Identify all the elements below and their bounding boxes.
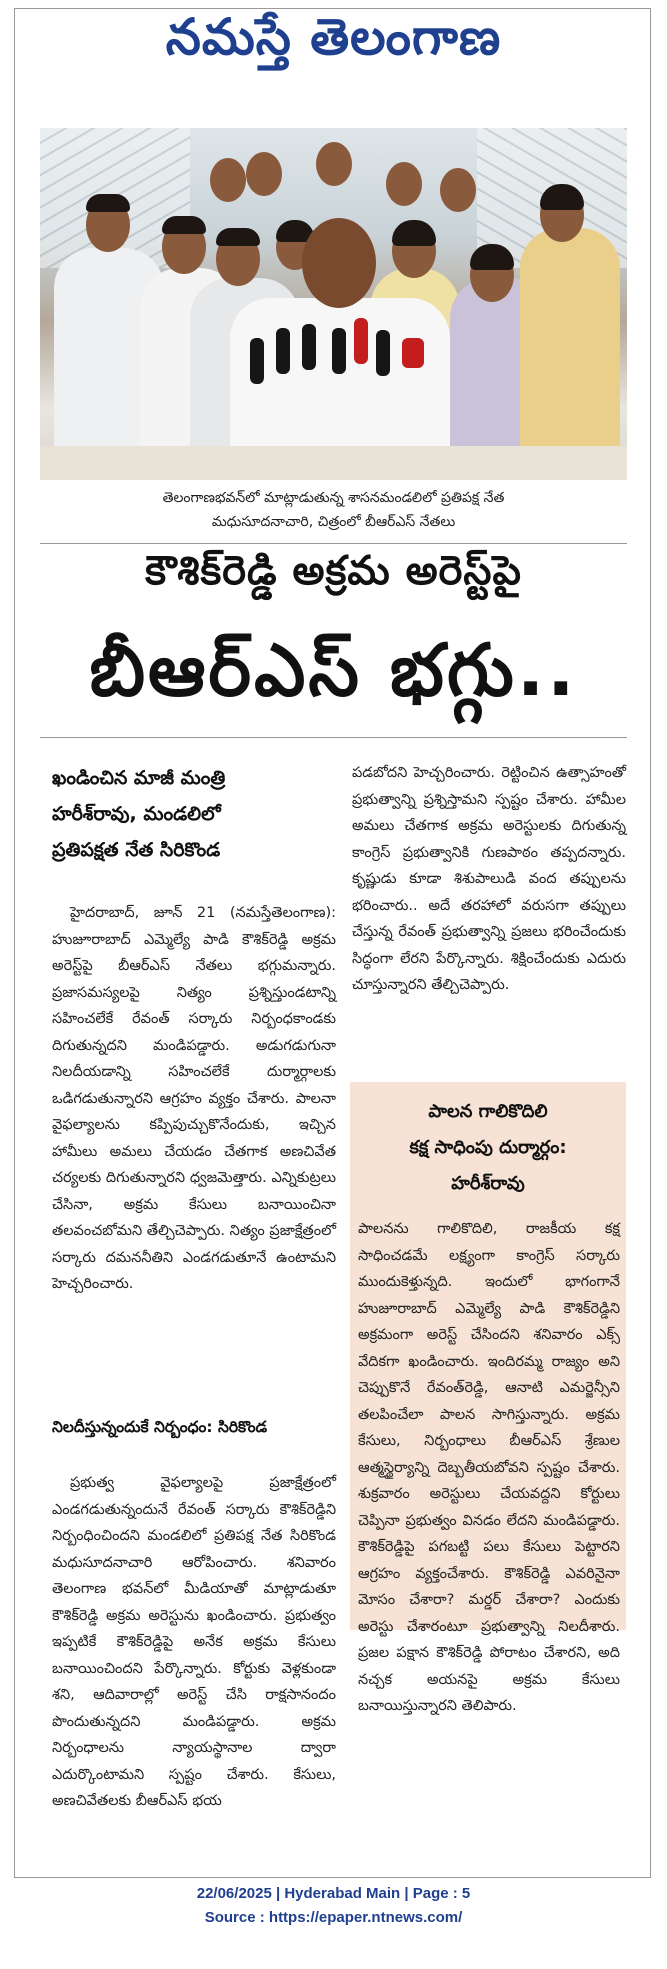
article-column-left-lower	[52, 1470, 336, 1815]
page-footer	[0, 1882, 667, 1930]
person-hair	[162, 216, 206, 234]
newspaper-masthead: నమస్తే తెలంగాణ	[165, 8, 502, 66]
person-hair	[86, 194, 130, 212]
microphone	[302, 324, 316, 370]
microphone	[332, 328, 346, 374]
person-head	[246, 152, 282, 196]
section-heading: నిలదీస్తున్నందుకే నిర్బంధం: సిరికొండ	[52, 1418, 268, 1436]
person-head	[316, 142, 352, 186]
press-conference-photo	[40, 128, 627, 480]
sidebar-box-title-line2: కక్ష సాధింపు దుర్మార్గం:	[409, 1137, 567, 1158]
sidebar-box-body: పాలనను గాలికొదిలి, రాజకీయ కక్ష సాధించడమే లక్ష్యంగా కాంగ్రెస్ సర్కారు ముందుకెళ్తున్నది. ఇందులో భాగంగానే హుజూరాబాద్ ఎమ్మెల్యే పాడి కౌశిక్‌రెడ్డిని అక్రమంగా అరెస్ట్ చేసిందని శనివారం ఎక్స్ వేదికగా ఖండించారు. ఇందిరమ్మ రాజ్యం అని చెప్పుకొనే రేవంత్‌రెడ్డి, ఆనాటి ఎమర్జెన్సీని తలపించేలా పాలన సాగిస్తున్నారు. అక్రమ కేసులు, నిర్బంధాలు బీఆర్‌ఎస్ శ్రేణుల ఆత్మస్థైర్యాన్ని దెబ్బతీయబోవని స్పష్టం చేశారు. శుక్రవారం అరెస్టులు చేయవద్దని కోర్టులు చెప్పినా ప్రభుత్వం వినడం లేదని మండిపడ్డారు. కౌశిక్‌రెడ్డిపై పగబట్టి పలు కేసులు పెట్టారని ఆగ్రహం వ్యక్తంచేశారు. కౌశిక్‌రెడ్డి ఎవరినైనా మోసం చేశారా? మర్డర్ చేశారా? ఎందుకు అరెస్టు చేశారంటూ ప్రభుత్వాన్ని నిలదీశారు. ప్రజల పక్షాన కౌశిక్‌రెడ్డి పోరాటం చేశారని, అది నచ్చక అయనపై అక్రమ కేసులు బనాయిస్తున్నారని తెలిపారు.	[358, 1221, 620, 1714]
footer-source-link[interactable]: Source : https://epaper.ntnews.com/	[204, 1909, 463, 1926]
photo-caption	[40, 486, 627, 534]
footer-date-edition: 22/06/2025 | Hyderabad Main | Page : 5	[196, 1885, 471, 1902]
person-head	[386, 162, 422, 206]
microphone	[376, 330, 390, 376]
table-cloth	[40, 446, 627, 480]
person-hair	[216, 228, 260, 246]
subheadline-line3: ప్రతిపక్షత నేత సిరికొండ	[52, 839, 221, 861]
headline-line2: బీఆర్‌ఎస్ భగ్గు..	[89, 628, 578, 712]
microphone	[276, 328, 290, 374]
article-paragraph: హైదరాబాద్, జూన్ 21 (నమస్తేతెలంగాణ): హుజూరాబాద్ ఎమ్మెల్యే పాడి కౌశిక్‌రెడ్డి అక్రమ అరెస్ట్‌పై బీఆర్‌ఎస్ నేతలు భగ్గుమన్నారు. ప్రజాసమస్యలపై నిత్యం ప్రశ్నిస్తుండటాన్ని సహించలేకే రేవంత్ సర్కారు నిర్బంధకాండకు దిగుతున్నదని మండిపడ్డారు. అడుగడుగునా నిలదీయడాన్ని సహించలేకే దుర్మార్గాలకు ఒడిగడుతున్నారని ఆగ్రహం వ్యక్తం చేశారు. పాలనా వైఫల్యాలను కప్పిపుచ్చుకొనేందుకు, ఇచ్చిన హామీలు అమలు చేయడం చేతగాక అణచివేత చర్యలకు దిగుతున్నారని ధ్వజమెత్తారు. ఎన్నికుట్రలు చేసినా, అక్రమ కేసులు బనాయించినా తలవంచబోమని తేల్చిచెప్పారు. నిత్యం ప్రజాక్షేత్రంలో సర్కారు దమననీతిని ఎండగడుతూనే ఉంటామని హెచ్చరించారు.	[52, 905, 336, 1292]
article-paragraph: ప్రభుత్వ వైఫల్యాలపై ప్రజాక్షేత్రంలో ఎండగడుతున్నందునే రేవంత్ సర్కారు కౌశిక్‌రెడ్డిని నిర్బంధించిందని మండలిలో ప్రతిపక్ష నేత సిరికొండ మధుసూదనాచారి ఆరోపించారు. శనివారం తెలంగాణ భవన్‌లో మీడియాతో మాట్లాడుతూ కౌశిక్‌రెడ్డి అక్రమ అరెస్టును ఖండించారు. ప్రభుత్వం ఇప్పటికే కౌశిక్‌రెడ్డిపై అనేక అక్రమ కేసులు బనాయించిందని పేర్కొన్నారు. కోర్టుకు వెళ్లకుండా శని, ఆదివారాల్లో అరెస్ట్ చేసి రాక్షసానందం పొందుతున్నదని మండిపడ్డారు. అక్రమ నిర్బంధాలను న్యాయస్థానాల ద్వారా ఎదుర్కొంటామని స్పష్టం చేశారు. కేసులు, అణచివేతలకు బీఆర్‌ఎస్ భయ	[52, 1475, 336, 1809]
article-column-right	[352, 760, 626, 999]
sidebar-box-title-line3: హరీశ్‌రావు	[451, 1173, 525, 1194]
person-head	[440, 168, 476, 212]
divider	[40, 737, 627, 738]
microphone	[402, 338, 424, 368]
headline-line1: కౌశిక్‌రెడ్డి అక్రమ అరెస్ట్‌పై	[145, 548, 522, 594]
microphone	[250, 338, 264, 384]
subheadline	[52, 760, 322, 868]
photo-caption-line1: తెలంగాణభవన్‌లో మాట్లాడుతున్న శాసనమండలిలో ప్రతిపక్ష నేత	[162, 490, 505, 506]
person-head	[210, 158, 246, 202]
article-paragraph: పడబోదని హెచ్చరించారు. రెట్టించిన ఉత్సాహంతో ప్రభుత్వాన్ని ప్రశ్నిస్తామని స్పష్టం చేశారు. హామీల అమలు చేతగాక అక్రమ అరెస్టులకు దిగుతున్న కాంగ్రెస్ ప్రభుత్వానికి గుణపాఠం తప్పదన్నారు. కృష్ణుడు కూడా శిశుపాలుడి వంద తప్పులను భరించారు.. అదే తరహాలో వరుసగా తప్పులు చేస్తున్న రేవంత్ ప్రభుత్వాన్ని ప్రజలు భరించేందుకు సిద్ధంగా లేరని పేర్కొన్నారు. శిక్షించేందుకు ఎదురు చూస్తున్నారని తేల్చిచెప్పారు.	[352, 765, 626, 993]
person-saree	[520, 228, 620, 480]
subheadline-line1: ఖండించిన మాజీ మంత్రి	[52, 767, 226, 789]
article-column-left	[52, 900, 336, 1298]
divider	[40, 543, 627, 544]
speaker-head	[302, 218, 376, 308]
photo-caption-line2: మధుసూదనాచారి, చిత్రంలో బీఆర్‌ఎస్ నేతలు	[211, 514, 456, 530]
sidebar-box-title-line1: పాలన గాలికొదిలి	[428, 1101, 548, 1122]
sidebar-box-title	[350, 1094, 626, 1202]
subheadline-line2: హరీశ్‌రావు, మండలిలో	[52, 803, 221, 825]
microphone	[354, 318, 368, 364]
person-hair	[392, 220, 436, 246]
